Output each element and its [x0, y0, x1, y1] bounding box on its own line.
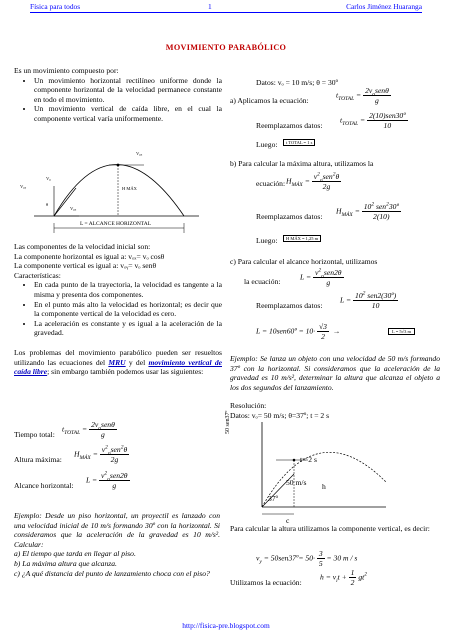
label-vox-top: V₀ₓ [136, 151, 143, 156]
eq-b: $H_{MÁX}$ = $\frac{v^2_osen^2\theta}{2g}$ [286, 171, 340, 191]
component-horizontal: La componente horizontal es igual a: vₒₓ= vₒ cosθ [14, 251, 165, 261]
component-vertical: La componente vertical es igual a: vₒᵧ= vₒ senθ [14, 261, 157, 271]
list-item: • Un movimiento vertical de caída libre, en el cual la componente vertical varía uniformemente. [34, 104, 222, 123]
step-c-text2: la ecuación: [244, 276, 281, 286]
eq-time: $t_{TOTAL}$ = $\frac{2v_osen\theta}{g}$ [62, 420, 115, 439]
replace-label-a: Reemplazamos datos: [256, 121, 323, 130]
label-voy: V₀ᵧ [20, 184, 27, 189]
fig2-velocity-label: 50 m/s [286, 478, 307, 487]
eq-a: $t_{TOTAL}$ = $\frac{2v_osen\theta}{g}$ [336, 86, 389, 105]
example-2 [230, 354, 440, 392]
eq-vy: $v_y$ = 50sen37º= 50· $\frac{3}{5}$ = 30 m / s [256, 549, 358, 568]
characteristics-list [14, 280, 222, 338]
problems-paragraph: Los problemas del movimiento parabólico pueden ser resueltos utilizando las ecuaciones del MRU y del movimiento vertical de caída libre; sin embargo también podemos usar las siguientes: [14, 347, 222, 377]
example-1-text: Ejemplo: Desde un piso horizontal, un proyectil es lanzado con una velocidad inicial de 10 m/s formando 30º con la horizontal. Si consideramos que la aceleración de la gravedad es 10 m/s². Calcular: [14, 511, 220, 549]
footer-link[interactable]: http://fisica-pre.blogspot.com [182, 621, 270, 630]
height-calc-text: Para calcular la altura utilizamos la componente vertical, es decir: [230, 524, 430, 533]
header-right: Carlos Jiménez Huaranga [346, 2, 422, 11]
result-c: L = 5√3 m [388, 328, 415, 335]
question-c: c) ¿A qué distancia del punto de lanzamiento choca con el piso? [14, 568, 210, 578]
eq-a-sub: $t_{TOTAL}$ = $\frac{\text{2(10)sen30º}}{10}$ [340, 111, 406, 130]
list-item: • En cada punto de la trayectoria, la velocidad es tangente a la misma y presenta dos componentes. [34, 280, 222, 299]
eq-height: $H_{MÁX}$ = $\frac{v^2_osen^2\theta}{2g}$ [74, 444, 128, 464]
list-item: • Un movimiento horizontal rectilíneo uniforme donde la componente horizontal de la velocidad permanece constante en todo el movimiento. [34, 76, 222, 105]
replace-label-b: Reemplazamos datos: [256, 212, 323, 221]
eq-range-label: Alcance horizontal: [14, 481, 74, 490]
step-c-text: c) Para calcular el alcance horizontal, utilizamos [230, 257, 378, 266]
eq-h: $h = v_it$ + $\frac{1}{2}$ $gt^2$ [320, 568, 368, 587]
question-a: a) El tiempo que tarda en llegar al piso. [14, 549, 136, 559]
height-calc [230, 524, 440, 534]
mru-link[interactable]: MRU [108, 357, 126, 367]
projectile-diagram [236, 422, 426, 522]
question-b: b) La máxima altura que alcanza. [14, 558, 117, 568]
label-hmax: H MÁX [122, 186, 137, 191]
left-column-mid [14, 242, 222, 377]
components-list [14, 76, 222, 124]
luego-a-label: Luego: [256, 140, 278, 149]
page-header [30, 2, 422, 13]
eq-c-result: L = 10sen60º = 10· $\frac{√3}{2}$ → [256, 322, 341, 341]
eq-range: L = $\frac{v^2_osen2\theta}{g}$ [86, 470, 128, 490]
data-line-2: Datos: vₒ= 50 m/s; θ=37º; t = 2 s [230, 410, 330, 420]
label-range: L = ALCANCE HORIZONTAL [80, 221, 152, 227]
header-left: Física para todos [30, 2, 81, 11]
fig2-side-label: 50 sen37º [225, 410, 231, 434]
list-item: • La aceleración es constante y es igual a la aceleración de la gravedad. [34, 319, 222, 338]
right-data [230, 78, 440, 88]
fig2-time-label: t= 2 s [300, 455, 317, 464]
step-a-label: a) Aplicamos la ecuación: [230, 96, 309, 105]
resolution [230, 401, 440, 420]
eq-c: L = $\frac{v^2_osen2\theta}{g}$ [300, 267, 342, 287]
fig2-angle-label: 37º [268, 494, 278, 503]
step-b-text2: ecuación: [256, 178, 286, 188]
resolution-title: Resolución: [230, 401, 267, 410]
label-vo: V₀ [46, 176, 51, 181]
use-eq-label: Utilizamos la ecuación: [230, 578, 302, 587]
page-title: MOVIMIENTO PARABÓLICO [165, 43, 287, 52]
header-page-number: 1 [208, 2, 212, 11]
example-2-text: Ejemplo: Se lanza un objeto con una velocidad de 50 m/s formando 37º con la horizontal. Si consideramos que la aceleración de la gravedad es 10 m/s², determinar la altura que alcanza el objeto a los dos segundos del lanzamiento. [230, 354, 440, 392]
eq-b-sub: $H_{MÁX}$ = $\frac{10^2 sen^230º}{2(10)}$ [336, 201, 399, 221]
fig2-height-label: h [322, 482, 326, 491]
intro-text: Es un movimiento compuesto por: [14, 66, 119, 75]
data-line: Datos: vₒ = 10 m/s; θ = 30º [256, 78, 338, 87]
eq-time-label: Tiempo total: [14, 430, 55, 439]
list-item: • En el punto más alto la velocidad es horizontal; es decir que la componente vertical de la velocidad es cero. [34, 300, 222, 319]
luego-b-label: Luego: [256, 236, 278, 245]
eq-height-label: Altura máxima: [14, 455, 62, 464]
mvcl-link[interactable]: movimiento vertical de caída libre [14, 357, 222, 377]
step-b-text: b) Para calcular la máxima altura, utilizamos la [230, 159, 374, 168]
components-title: Las componentes de la velocidad inicial son: [14, 242, 151, 251]
left-column [14, 66, 222, 124]
fig2-bottom-label: c [286, 516, 290, 525]
label-theta: θ [46, 202, 49, 207]
result-b: H MÁX = 1,25 m [283, 235, 321, 242]
result-a: t TOTAL = 1 s [283, 139, 315, 146]
characteristics-title: Características: [14, 270, 61, 280]
label-vox: V₀ₓ [70, 206, 77, 211]
eq-c-sub: L = $\frac{10^2 sen2(30º)}{10}$ [340, 290, 397, 310]
replace-label-c: Reemplazamos datos: [256, 301, 323, 310]
example-1 [14, 511, 220, 578]
